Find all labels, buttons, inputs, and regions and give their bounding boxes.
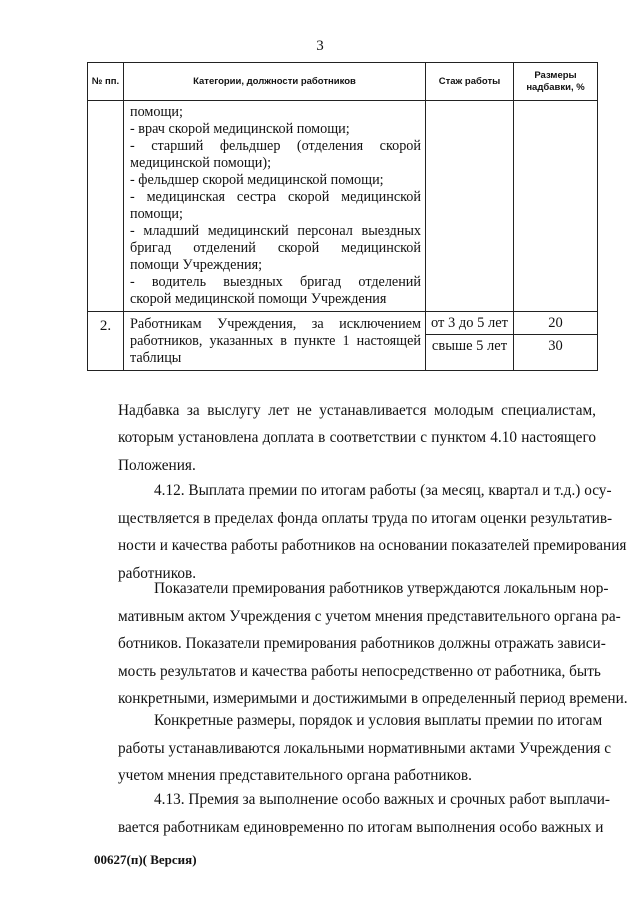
category-line: - старший фельдшер (отделения скорой (130, 138, 421, 154)
text-line: работников. (118, 564, 197, 582)
paragraph-4 (118, 707, 612, 790)
document-footer: 00627(п)( Версия) (94, 852, 197, 867)
text-line: мость результатов и качества работы непосредственно от работника, быть (118, 662, 601, 680)
row2-category (124, 312, 426, 371)
category-line: таблицы (130, 350, 182, 366)
category-line: - врач скорой медицинской помощи; (130, 121, 350, 137)
category-line: помощи; (130, 206, 183, 222)
page-number: 3 (316, 38, 324, 54)
row1-experience (426, 101, 514, 312)
paragraph-1 (118, 397, 596, 425)
stage-range-2: свыше 5 лет (431, 338, 508, 354)
row2-experience (426, 312, 514, 371)
category-line: скорой медицинской помощи Учреждения (130, 291, 387, 307)
paragraph-2 (118, 477, 627, 587)
text-line: учетом мнения представительного органа работников. (118, 767, 472, 784)
allowance-table (87, 62, 598, 371)
paragraph-3 (118, 575, 628, 713)
row1-size (514, 101, 598, 312)
category-line: - водитель выездных бригад отделений (130, 274, 421, 290)
paragraph-1-cont (118, 424, 596, 479)
text-line: Надбавка за выслугу лет не устанавливается молодым специалистам, (118, 402, 596, 419)
text-line: 4.12. Выплата премии по итогам работы (за месяц, квартал и т.д.) осу- (154, 482, 612, 499)
table-row (88, 312, 598, 371)
header-experience: Стаж работы (426, 63, 514, 101)
row1-category (124, 101, 426, 312)
text-line: ществляется в пределах фонда оплаты труда по итогам оценки результатив- (118, 509, 613, 527)
text-line: 4.13. Премия за выполнение особо важных и срочных работ выплачи- (154, 791, 611, 808)
text-line: работы устанавливаются локальными нормативными актами Учреждения с (118, 739, 612, 757)
row2-size (514, 312, 598, 371)
category-line: помощи Учреждения; (130, 257, 263, 273)
category-line: Работникам Учреждения, за исключением (130, 316, 421, 332)
table-header-row (88, 63, 598, 101)
text-line: мативным актом Учреждения с учетом мнения представительного органа ра- (118, 607, 621, 625)
paragraph-5 (118, 786, 611, 841)
text-line: вается работникам единовременно по итогам выполнения особо важных и (118, 818, 604, 836)
text-line: ности и качества работы работников на основании показателей премирования (118, 537, 627, 554)
header-size: Размеры надбавки, % (514, 63, 598, 101)
text-line: которым установлена доплата в соответствии с пунктом 4.10 настоящего (118, 429, 596, 446)
row1-num (88, 101, 124, 312)
category-line: - фельдшер скорой медицинской помощи; (130, 172, 384, 188)
category-line: - медицинская сестра скорой медицинской (130, 189, 421, 205)
category-line: медицинской помощи); (130, 155, 272, 171)
header-num: № пп. (88, 63, 124, 101)
text-line: Конкретные размеры, порядок и условия выплаты премии по итогам (154, 712, 603, 729)
size-value-2: 30 (548, 338, 563, 354)
category-line: помощи; (130, 104, 183, 120)
header-category: Категории, должности работников (124, 63, 426, 101)
text-line: Показатели премирования работников утверждаются локальным нор- (154, 580, 609, 597)
row2-num: 2. (88, 312, 124, 371)
text-line: конкретными, измеримыми и достижимыми в определенный период времени. (118, 690, 628, 707)
category-line: работников, указанных в пункте 1 настоящей (130, 333, 421, 349)
category-line: бригад отделений скорой медицинской (130, 240, 421, 256)
category-line: - младший медицинский персонал выездных (130, 223, 421, 239)
table-row (88, 101, 598, 312)
text-line: Положения. (118, 456, 196, 474)
stage-range-1: от 3 до 5 лет (426, 312, 513, 335)
text-line: ботников. Показатели премирования работников должны отражать зависи- (118, 635, 606, 652)
size-value-1: 20 (514, 312, 597, 335)
